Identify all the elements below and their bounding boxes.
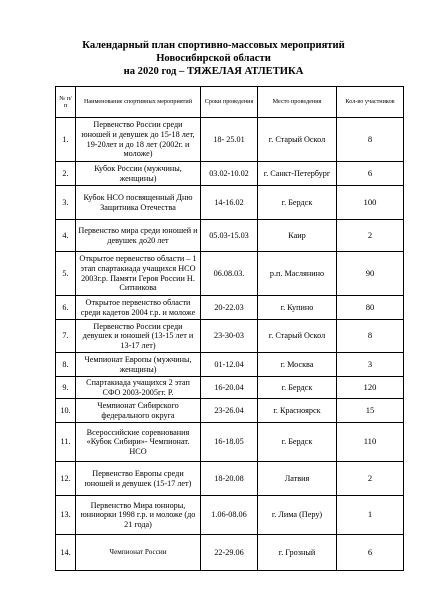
header-dates: Сроки проведения [201,87,258,118]
row-dates: 16-20.04 [201,377,258,399]
events-table [55,86,404,571]
row-dates: 1.06-08.06 [201,496,258,535]
row-num: 7. [56,320,76,353]
table-header-row [56,87,404,118]
table-row [56,118,404,162]
row-dates: 20-22.03 [201,296,258,320]
row-name: Открытое первенство области среди кадетов 2004 г.р. и моложе [76,296,201,320]
row-count: 90 [337,252,404,296]
row-name: Спартакиада учащихся 2 этап СФО 2003-2005гг. Р. [76,377,201,399]
row-name: Чемпионат России [76,535,201,571]
title-line-2: Новосибирской области [156,53,271,64]
row-count: 100 [337,186,404,220]
row-num: 11. [56,423,76,462]
row-count: 2 [337,220,404,252]
table-row [56,462,404,496]
row-place: Каир [258,220,337,252]
table-row [56,496,404,535]
row-place: Латвия [258,462,337,496]
row-count: 6 [337,535,404,571]
row-place: г. Красноярск [258,399,337,423]
row-count: 80 [337,296,404,320]
row-num: 4. [56,220,76,252]
row-place: г. Бердск [258,377,337,399]
row-name: Первенство России среди юношей и девушек до 15-18 лет, 19-20лет и до 18 лет (2002г. и моложе) [76,118,201,162]
row-name: Чемпионат Сибирского федерального округа [76,399,201,423]
row-name: Чемпионат Европы (мужчины, женщины) [76,353,201,377]
row-num: 13. [56,496,76,535]
row-name: Первенство мира среди юношей и девушек до20 лет [76,220,201,252]
row-num: 12. [56,462,76,496]
row-name: Кубок России (мужчины, женщины) [76,162,201,186]
row-name: Всероссийские соревнования «Кубок Сибири»- Чемпионат. НСО [76,423,201,462]
title-line-1: Календарный план спортивно-массовых мероприятий [82,40,345,51]
row-num: 10. [56,399,76,423]
row-place: р.п. Маслянино [258,252,337,296]
row-place: г. Грозный [258,535,337,571]
row-name: Первенство Мира юнноры, юнниорки 1998 г.р. и моложе (до 21 года) [76,496,201,535]
row-place: г. Бердск [258,423,337,462]
row-count: 1 [337,496,404,535]
row-count: 8 [337,320,404,353]
row-num: 5. [56,252,76,296]
table-row [56,296,404,320]
row-count: 8 [337,118,404,162]
row-count: 120 [337,377,404,399]
table-row [56,162,404,186]
row-place: г. Старый Оскол [258,320,337,353]
row-name: Первенство России среди девушек и юношей (13-15 лет и 13-17 лет) [76,320,201,353]
table-row [56,252,404,296]
row-count: 3 [337,353,404,377]
row-num: 3. [56,186,76,220]
row-place: г. Лима (Перу) [258,496,337,535]
row-dates: 22-29.06 [201,535,258,571]
table-row [56,353,404,377]
row-num: 2. [56,162,76,186]
header-name: Наименование спортивных мероприятий [76,87,201,118]
row-place: г. Старый Оскол [258,118,337,162]
row-count: 2 [337,462,404,496]
table-row [56,377,404,399]
row-dates: 03.02-10.02 [201,162,258,186]
table-row [56,535,404,571]
row-num: 6. [56,296,76,320]
table-row [56,399,404,423]
row-dates: 23-26.04 [201,399,258,423]
row-dates: 01-12.04 [201,353,258,377]
table-row [56,320,404,353]
row-place: г. Москва [258,353,337,377]
header-count: Кол-во участников [337,87,404,118]
table-row [56,423,404,462]
row-num: 14. [56,535,76,571]
row-dates: 18- 25.01 [201,118,258,162]
row-dates: 05.03-15.03 [201,220,258,252]
row-name: Открытое первенство области – 1 этап спартакиада учащихся НСО 2003г.р. Памяти Героя России Н. Ситникова [76,252,201,296]
row-dates: 06.08.03. [201,252,258,296]
row-num: 8. [56,353,76,377]
table-row [56,220,404,252]
row-num: 9. [56,377,76,399]
row-dates: 23-30-03 [201,320,258,353]
row-place: г. Купино [258,296,337,320]
row-place: г. Бердск [258,186,337,220]
row-count: 15 [337,399,404,423]
row-count: 6 [337,162,404,186]
row-dates: 14-16.02 [201,186,258,220]
table-row [56,186,404,220]
header-place: Место проведения [258,87,337,118]
row-place: г. Санкт-Петербург [258,162,337,186]
row-count: 110 [337,423,404,462]
row-num: 1. [56,118,76,162]
row-dates: 18-20.08 [201,462,258,496]
header-num: № п/п [56,87,76,118]
title-line-3: на 2020 год – ТЯЖЕЛАЯ АТЛЕТИКА [123,66,304,77]
row-dates: 16-18.05 [201,423,258,462]
document-title [0,39,427,78]
row-name: Кубок НСО посвященный Дню Защитника Отечества [76,186,201,220]
row-name: Первенство Европы среди юношей и девушек (15-17 лет) [76,462,201,496]
